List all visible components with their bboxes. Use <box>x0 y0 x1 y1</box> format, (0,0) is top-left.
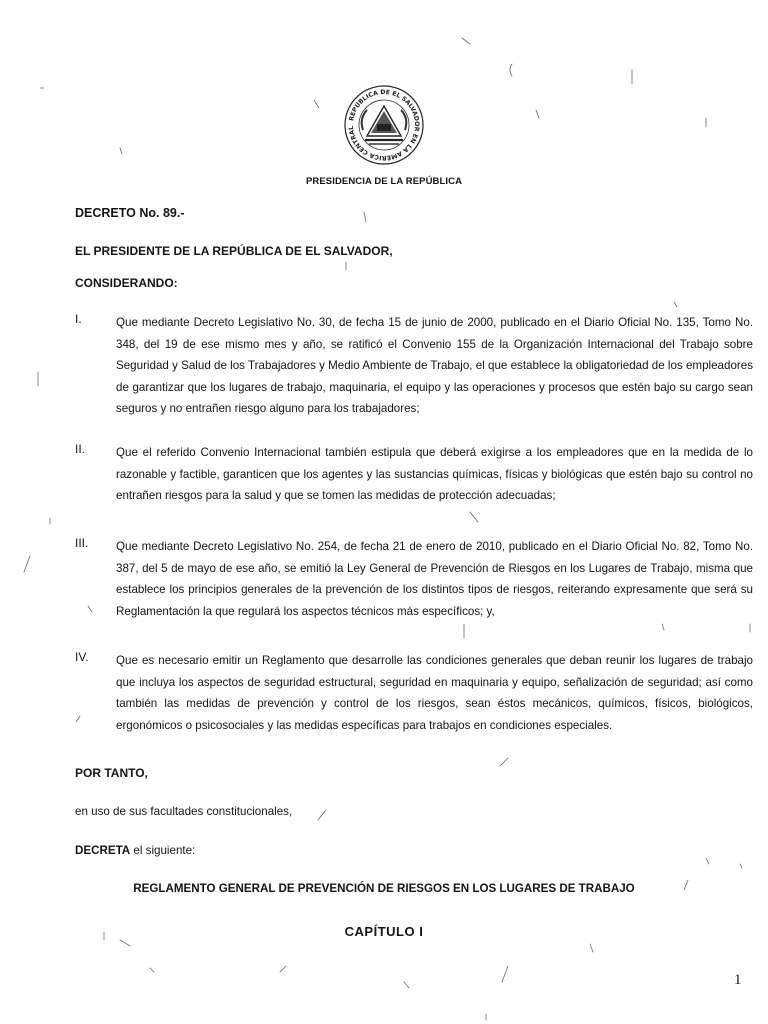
coat-of-arms-seal-icon <box>343 84 425 166</box>
reglamento-title: REGLAMENTO GENERAL DE PREVENCIÓN DE RIESGOS EN LOS LUGARES DE TRABAJO <box>133 882 635 895</box>
item-text: Que es necesario emitir un Reglamento que desarrolle las condiciones generales que deban reunir los lugares de trabajo que incluya los aspectos de seguridad estructural, seguridad en maquinaria y equipo, señalización de seguridad; así como también las medidas de prevención y control de los riesgos, sean éstos mecánicos, químicos, físicos, biológicos, ergonómicos o psicosociales y las medidas específicas para trabajos en condiciones especiales. <box>116 654 753 732</box>
por-tanto-heading: POR TANTO, <box>75 766 148 780</box>
item-text: Que mediante Decreto Legislativo No. 30, de fecha 15 de junio de 2000, publicado en el Diario Oficial No. 135, Tomo No. 348, del 19 de ese mismo mes y año, se ratificó el Convenio 155 de la Organización Internacional del Trabajo sobre Seguridad y Salud de los Trabajadores y Medio Ambiente de Trabajo, el que establece la obligatoriedad de los empleadores de garantizar que los lugares de trabajo, maquinaria, el equipo y las operaciones y procesos que estén bajo su cargo sean seguros y no entrañen riesgo alguno para los trabajadores; <box>116 316 753 416</box>
decree-number: DECRETO No. 89.- <box>75 206 185 220</box>
item-text: Que el referido Convenio Internacional también estipula que deberá exigirse a los empleadores que en la medida de lo razonable y factible, garanticen que los agentes y las sustancias químicas, físicas y biológicas que estén bajo su control no entrañen riesgos para la salud y que se tomen las medidas de protección adecuadas; <box>116 446 753 503</box>
facultades-line: en uso de sus facultades constitucionales, <box>75 805 293 818</box>
item-number: III. <box>75 536 89 550</box>
item-number: II. <box>75 442 86 456</box>
decreta-rest: el siguiente: <box>130 844 196 857</box>
president-title: EL PRESIDENTE DE LA REPÚBLICA DE EL SALVADOR, <box>75 244 393 258</box>
svg-text:REPÚBLICA DE EL SALVADOR EN LA: REPÚBLICA DE EL SALVADOR EN LA AMÉRICA CENTRAL <box>347 88 421 162</box>
decreta-line <box>75 844 195 857</box>
page-number: 1 <box>734 972 742 988</box>
presidency-heading: PRESIDENCIA DE LA REPÚBLICA <box>305 176 463 187</box>
item-text: Que mediante Decreto Legislativo No. 254, de fecha 21 de enero de 2010, publicado en el Diario Oficial No. 82, Tomo No. 387, del 5 de mayo de ese año, se emitió la Ley General de Prevención de Riesgos en los Lugares de Trabajo, misma que establece los principios generales de la prevención de los distintos tipos de riesgos, reiterando expresamente que será su Reglamentación la que regulará los aspectos técnicos más específicos; y, <box>116 540 753 618</box>
item-number: IV. <box>75 650 89 664</box>
considerando-heading: CONSIDERANDO: <box>75 276 178 290</box>
item-number: I. <box>75 312 82 326</box>
chapter-heading: CAPÍTULO I <box>344 924 424 939</box>
decreta-keyword: DECRETA <box>75 844 131 857</box>
